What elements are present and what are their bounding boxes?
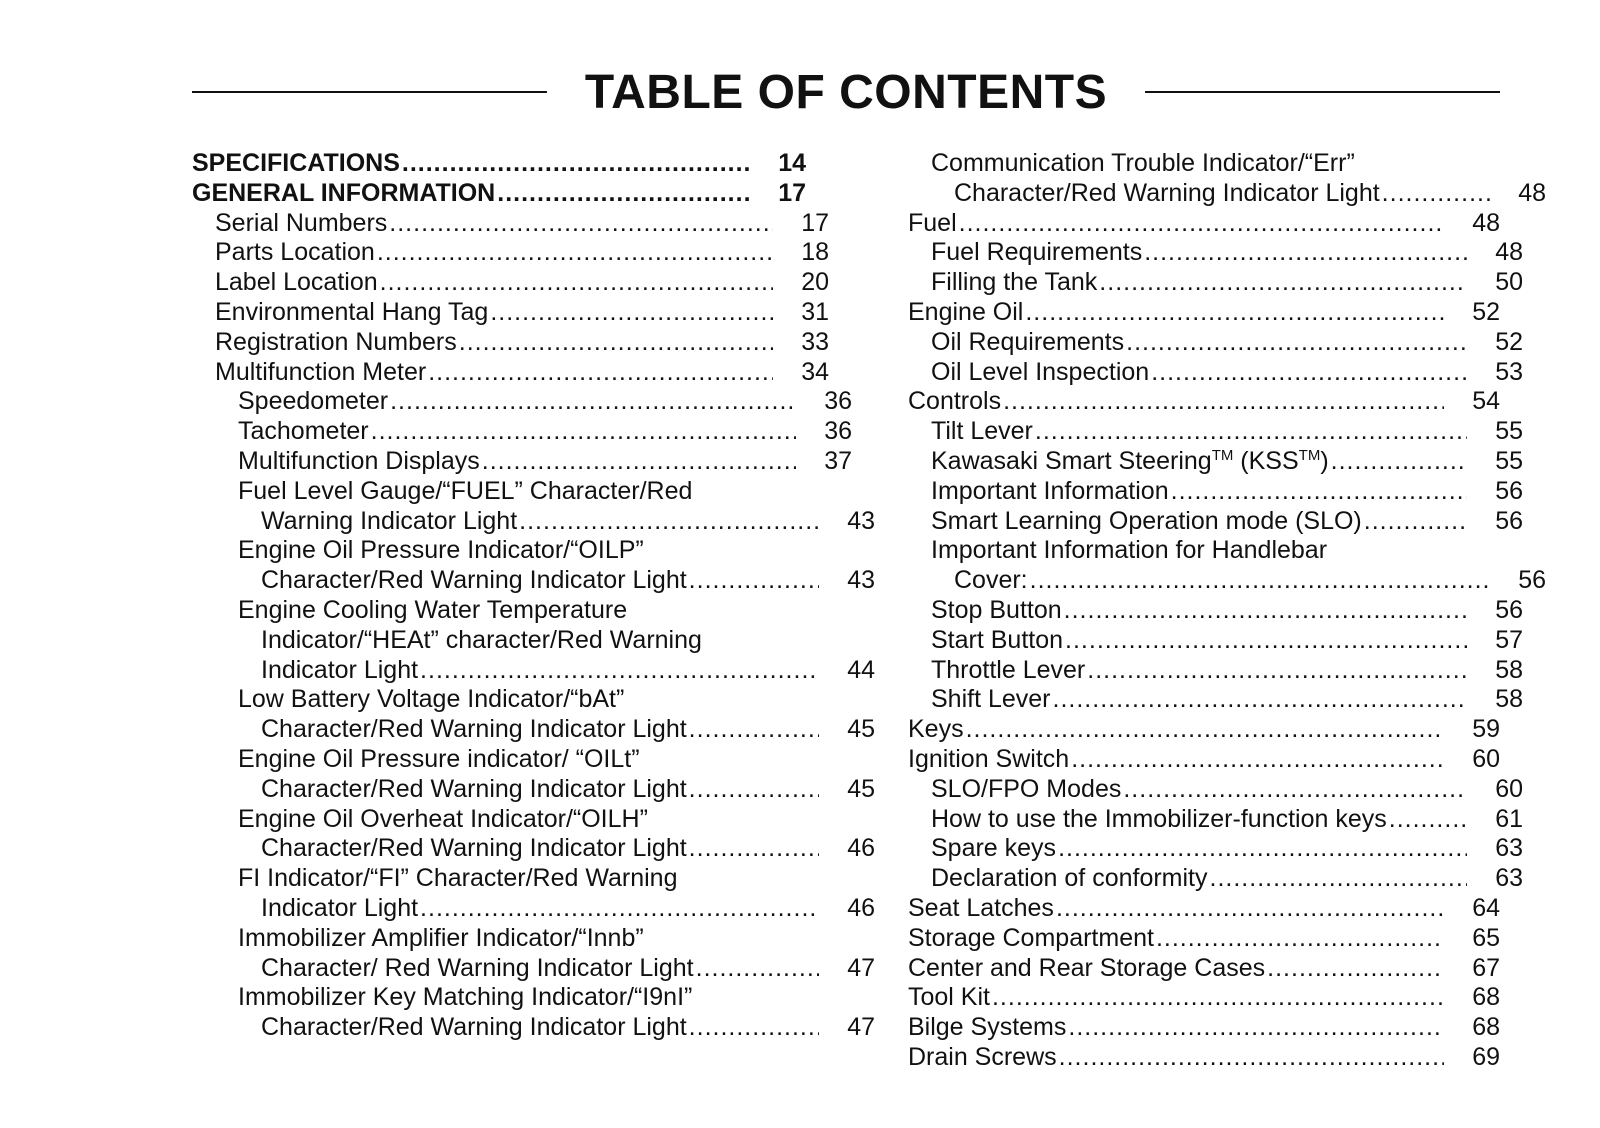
dot-leader	[689, 566, 819, 596]
toc-entry-text: How to use the Immobilizer-function keys	[931, 804, 1387, 833]
dot-leader	[1003, 387, 1444, 417]
toc-entry-title	[238, 387, 388, 417]
toc-entry-text: Tachometer	[238, 417, 369, 446]
toc-entry-title	[215, 298, 488, 328]
dot-leader	[390, 387, 796, 417]
page-number: 58	[1495, 685, 1523, 714]
toc-entry[interactable]	[908, 149, 1523, 179]
toc-entry[interactable]	[908, 358, 1523, 388]
toc-entry-title	[261, 507, 517, 537]
toc-entry-text: Important Information	[931, 476, 1169, 505]
toc-entry[interactable]	[908, 1013, 1500, 1043]
toc-entry-text: Cover:	[954, 566, 1028, 595]
toc-entry[interactable]	[908, 805, 1523, 835]
toc-entry-title	[238, 536, 644, 566]
toc-entry[interactable]	[908, 775, 1523, 805]
dot-leader	[1171, 477, 1467, 507]
toc-entry-title	[931, 328, 1124, 358]
page-number: 67	[1472, 953, 1500, 982]
toc-entry[interactable]	[192, 656, 875, 686]
toc-entry-text: Keys	[908, 715, 964, 744]
dot-leader	[1071, 745, 1444, 775]
toc-entry[interactable]	[908, 1043, 1500, 1073]
toc-entry-text: Smart Learning Operation mode (SLO)	[931, 506, 1362, 535]
toc-entry-title	[238, 745, 640, 775]
toc-entry-title	[261, 626, 702, 656]
toc-entry[interactable]	[908, 417, 1523, 447]
page-number: 57	[1495, 625, 1523, 654]
toc-entry[interactable]	[192, 209, 829, 239]
toc-entry-title	[908, 745, 1069, 775]
dot-leader	[420, 894, 819, 924]
toc-entry-text: Engine Oil Pressure indicator/ “OILt”	[238, 744, 640, 773]
page-number: 48	[1495, 238, 1523, 267]
page-number: 48	[1472, 208, 1500, 237]
page-number: 37	[824, 446, 852, 475]
toc-entry-text: Parts Location	[215, 238, 375, 267]
toc-entry-title	[215, 238, 375, 268]
toc-entry[interactable]	[908, 954, 1500, 984]
toc-entry[interactable]	[908, 477, 1523, 507]
toc-entry-title	[238, 447, 480, 477]
toc-entry-title	[238, 685, 624, 715]
dot-leader	[696, 954, 819, 984]
dot-leader	[459, 328, 773, 358]
toc-entry[interactable]	[908, 626, 1523, 656]
page-number: 54	[1472, 387, 1500, 416]
dot-leader	[1144, 238, 1467, 268]
dot-leader	[1123, 775, 1467, 805]
toc-entry-text: Oil Requirements	[931, 327, 1125, 356]
dot-leader	[371, 417, 796, 447]
toc-entry-text: Multifunction Displays	[238, 446, 480, 475]
toc-entry-title	[908, 894, 1054, 924]
toc-entry[interactable]	[192, 387, 852, 417]
page-number: 68	[1472, 1013, 1500, 1042]
page-number: 46	[847, 893, 875, 922]
toc-entry-title	[908, 983, 990, 1013]
toc-entry-text: Character/Red Warning Indicator Light	[261, 566, 687, 595]
page-number: 18	[801, 238, 829, 267]
toc-entry-text: Fuel Level Gauge/“FUEL” Character/Red	[238, 476, 693, 505]
page-number: 55	[1495, 446, 1523, 475]
toc-entry-title	[261, 954, 694, 984]
toc-entry-text: SLO/FPO Modes	[931, 774, 1122, 803]
toc-entry[interactable]	[192, 864, 852, 894]
toc-entry[interactable]	[192, 954, 875, 984]
toc-entry-text: Engine Oil Overheat Indicator/“OILH”	[238, 804, 648, 833]
page-number: 65	[1472, 923, 1500, 952]
dot-leader	[959, 209, 1444, 239]
toc-entry-title	[931, 536, 1327, 566]
toc-entry[interactable]	[192, 507, 875, 537]
toc-entry-text: Environmental Hang Tag	[215, 297, 489, 326]
page-number: 43	[847, 566, 875, 595]
page-number: 31	[801, 297, 829, 326]
toc-entry[interactable]	[192, 298, 829, 328]
toc-entry-title	[238, 417, 369, 447]
page-number: 69	[1472, 1042, 1500, 1071]
toc-entry-title	[931, 626, 1063, 656]
toc-entry-text: Declaration of conformity	[931, 864, 1208, 893]
dot-leader	[1056, 894, 1444, 924]
toc-entry-title	[908, 924, 1154, 954]
toc-entry[interactable]	[192, 596, 852, 626]
toc-entry-text: Immobilizer Key Matching Indicator/“I9nI”	[238, 983, 693, 1012]
dot-leader	[497, 179, 750, 209]
toc-entry[interactable]	[908, 685, 1523, 715]
page-number: 46	[847, 834, 875, 863]
page-number: 34	[801, 357, 829, 386]
dot-leader	[1099, 268, 1467, 298]
page-number: 36	[824, 387, 852, 416]
toc-entry-title	[261, 715, 687, 745]
toc-entry-title	[931, 149, 1355, 179]
toc-entry-text: Stop Button	[931, 595, 1062, 624]
toc-entry-text: Speedometer	[238, 387, 389, 416]
toc-entry-text: Registration Numbers	[215, 327, 457, 356]
toc-entry-text: Tilt Lever	[931, 417, 1033, 446]
toc-entry-text: Warning Indicator Light	[261, 506, 518, 535]
page-number: 52	[1472, 297, 1500, 326]
toc-entry[interactable]	[908, 447, 1523, 477]
toc-column-right	[908, 149, 1546, 1073]
toc-entry-text: Ignition Switch	[908, 744, 1070, 773]
toc-entry-title	[215, 358, 426, 388]
toc-entry-text: GENERAL INFORMATION	[192, 178, 496, 207]
dot-leader	[689, 715, 819, 745]
toc-entry-title	[261, 834, 687, 864]
page-number: 33	[801, 327, 829, 356]
toc-entry-text: Communication Trouble Indicator/“Err”	[931, 149, 1355, 177]
dot-leader	[1364, 507, 1467, 537]
toc-entry-title	[908, 387, 1001, 417]
toc-entry-title	[908, 715, 964, 745]
dot-leader	[1210, 864, 1467, 894]
dot-leader	[1030, 566, 1490, 596]
toc-column-left	[192, 149, 875, 1043]
page-number: 20	[801, 268, 829, 297]
toc-entry[interactable]	[908, 536, 1523, 566]
dot-leader	[1058, 834, 1467, 864]
dot-leader	[389, 209, 773, 239]
toc-entry[interactable]	[192, 477, 852, 507]
toc-entry[interactable]	[192, 536, 852, 566]
toc-entry-text: Multifunction Meter	[215, 357, 427, 386]
toc-entry-text: Character/Red Warning Indicator Light	[954, 178, 1380, 207]
toc-entry[interactable]	[192, 238, 829, 268]
dot-leader	[1035, 417, 1467, 447]
toc-entry-title	[954, 179, 1380, 209]
toc-entry[interactable]	[192, 447, 852, 477]
toc-entry-text: Kawasaki Smart Steering	[931, 446, 1212, 475]
dot-leader	[1267, 954, 1444, 984]
page-number: 14	[778, 149, 806, 177]
page-number: 61	[1495, 804, 1523, 833]
toc-entry[interactable]	[192, 1013, 875, 1043]
toc-entry-text: Indicator Light	[261, 655, 419, 684]
toc-entry[interactable]	[908, 209, 1500, 239]
toc-entry-text: Character/Red Warning Indicator Light	[261, 834, 687, 863]
page-number: 43	[847, 506, 875, 535]
toc-entry[interactable]	[908, 328, 1523, 358]
toc-entry[interactable]	[192, 834, 875, 864]
toc-entry-title	[238, 805, 648, 835]
page-number: 63	[1495, 834, 1523, 863]
toc-entry[interactable]	[908, 507, 1523, 537]
toc-entry[interactable]	[908, 179, 1546, 209]
toc-entry[interactable]	[908, 268, 1523, 298]
toc-entry-title	[931, 507, 1362, 537]
toc-entry-text: Drain Screws	[908, 1042, 1057, 1071]
dot-leader	[1068, 1013, 1444, 1043]
toc-entry[interactable]	[192, 268, 829, 298]
page-number: 56	[1495, 506, 1523, 535]
toc-entry-title	[908, 1043, 1057, 1073]
toc-entry-title	[238, 983, 692, 1013]
toc-entry-text: Immobilizer Amplifier Indicator/“Innb”	[238, 923, 644, 952]
toc-entry[interactable]	[908, 387, 1500, 417]
page-number: 50	[1495, 268, 1523, 297]
dot-leader	[1059, 1043, 1444, 1073]
dot-leader	[1064, 596, 1467, 626]
toc-entry[interactable]	[908, 656, 1523, 686]
toc-entry[interactable]	[192, 775, 875, 805]
toc-entry-text: Throttle Lever	[931, 655, 1086, 684]
toc-entry[interactable]	[192, 924, 852, 954]
toc-entry-text: SPECIFICATIONS	[192, 149, 400, 177]
dot-leader	[689, 1013, 819, 1043]
page-number: 53	[1495, 357, 1523, 386]
page-title: TABLE OF CONTENTS	[584, 65, 1108, 119]
toc-entry-title	[261, 656, 418, 686]
title-rule-left	[192, 91, 547, 93]
page-number: 63	[1495, 864, 1523, 893]
page-number: 55	[1495, 417, 1523, 446]
toc-entry-text: Character/Red Warning Indicator Light	[261, 1013, 687, 1042]
page-number: 59	[1472, 715, 1500, 744]
toc-entry[interactable]	[192, 715, 875, 745]
toc-entry-title	[908, 1013, 1066, 1043]
dot-leader	[1382, 179, 1490, 209]
toc-entry[interactable]	[908, 924, 1500, 954]
toc-entry-text: Seat Latches	[908, 893, 1054, 922]
toc-entry-text: Shift Lever	[931, 685, 1051, 714]
toc-entry-text: Storage Compartment	[908, 923, 1154, 952]
toc-entry[interactable]	[908, 715, 1500, 745]
toc-entry[interactable]	[908, 983, 1500, 1013]
trademark-superscript: TM	[1211, 446, 1234, 464]
dot-leader	[1053, 685, 1467, 715]
dot-leader	[1065, 626, 1467, 656]
toc-entry-title	[931, 656, 1085, 686]
toc-entry-text: Character/Red Warning Indicator Light	[261, 715, 687, 744]
page-number: 56	[1518, 566, 1546, 595]
toc-entry[interactable]	[192, 626, 875, 656]
toc-entry-title	[215, 268, 378, 298]
toc-entry[interactable]	[192, 149, 806, 179]
toc-entry-text: Character/Red Warning Indicator Light	[261, 774, 687, 803]
toc-entry-title	[908, 954, 1265, 984]
dot-leader	[420, 656, 819, 686]
toc-entry[interactable]	[908, 596, 1523, 626]
toc-entry-title	[261, 1013, 687, 1043]
page-number: 68	[1472, 983, 1500, 1012]
toc-entry-text: Fuel Requirements	[931, 238, 1143, 267]
toc-entry[interactable]	[908, 238, 1523, 268]
toc-entry-text: Tool Kit	[908, 983, 990, 1012]
page-number: 58	[1495, 655, 1523, 684]
toc-entry-title	[931, 447, 1329, 477]
toc-entry-title	[931, 775, 1121, 805]
toc-entry-title	[931, 834, 1056, 864]
page-number: 45	[847, 715, 875, 744]
page-number: 64	[1472, 893, 1500, 922]
toc-entry-text: Engine Oil Pressure Indicator/“OILP”	[238, 536, 644, 565]
toc-entry-title	[261, 775, 687, 805]
toc-entry[interactable]	[192, 179, 806, 209]
page-number: 56	[1495, 595, 1523, 624]
toc-entry-title	[238, 924, 644, 954]
toc-entry[interactable]	[192, 358, 829, 388]
toc-entry-text: Start Button	[931, 625, 1064, 654]
toc-entry-text: FI Indicator/“FI” Character/Red Warning	[238, 864, 678, 893]
toc-entry-text: Oil Level Inspection	[931, 357, 1150, 386]
toc-entry-text-tail: )	[1320, 446, 1329, 475]
dot-leader	[1389, 805, 1467, 835]
dot-leader	[490, 298, 773, 328]
dot-leader	[380, 268, 773, 298]
page-number: 44	[847, 655, 875, 684]
toc-entry-text: Indicator Light	[261, 893, 419, 922]
toc-entry-title	[931, 417, 1033, 447]
toc-entry-title	[931, 268, 1097, 298]
page-number: 47	[847, 1013, 875, 1042]
toc-entry-title	[931, 596, 1062, 626]
toc-entry-title	[931, 238, 1142, 268]
toc-entry-text: Controls	[908, 387, 1002, 416]
dot-leader	[482, 447, 796, 477]
toc-entry[interactable]	[908, 298, 1500, 328]
dot-leader	[1025, 298, 1444, 328]
page-number: 45	[847, 774, 875, 803]
toc-entry-text: Character/ Red Warning Indicator Light	[261, 953, 694, 982]
dot-leader	[1156, 924, 1444, 954]
dot-leader	[689, 775, 819, 805]
title-header	[192, 62, 1500, 122]
toc-entry-text: Center and Rear Storage Cases	[908, 953, 1266, 982]
toc-entry[interactable]	[192, 983, 852, 1013]
dot-leader	[966, 715, 1444, 745]
toc-entry-title	[931, 685, 1051, 715]
toc-entry[interactable]	[908, 864, 1523, 894]
dot-leader	[402, 149, 750, 179]
page-number: 60	[1495, 774, 1523, 803]
toc-entry-title	[192, 149, 400, 179]
page-number: 52	[1495, 327, 1523, 356]
dot-leader	[1331, 447, 1467, 477]
trademark-superscript: TM	[1298, 446, 1321, 464]
toc-entry-text: Engine Cooling Water Temperature	[238, 595, 628, 624]
dot-leader	[377, 238, 773, 268]
page-number: 47	[847, 953, 875, 982]
page-number: 48	[1518, 178, 1546, 207]
page-number: 60	[1472, 744, 1500, 773]
toc-entry-title	[908, 298, 1023, 328]
toc-entry[interactable]	[908, 566, 1546, 596]
toc-entry-title	[215, 328, 457, 358]
toc-entry-text: Bilge Systems	[908, 1013, 1067, 1042]
toc-entry-title	[908, 209, 957, 239]
toc-entry-text: Serial Numbers	[215, 208, 388, 237]
toc-entry-title	[192, 179, 495, 209]
page-number: 36	[824, 417, 852, 446]
toc-entry-title	[238, 864, 678, 894]
toc-entry-text: Important Information for Handlebar	[931, 536, 1328, 565]
toc-entry-text: Spare keys	[931, 834, 1057, 863]
toc-entry-title	[954, 566, 1028, 596]
toc-entry-text-mid: (KSS	[1233, 446, 1299, 475]
toc-entry[interactable]	[192, 417, 852, 447]
toc-entry-title	[931, 864, 1208, 894]
page-number: 56	[1495, 476, 1523, 505]
dot-leader	[1126, 328, 1467, 358]
page-number: 17	[778, 178, 806, 207]
dot-leader	[992, 983, 1444, 1013]
toc-entry-title	[931, 477, 1169, 507]
toc-entry-title	[215, 209, 387, 239]
toc-entry[interactable]	[192, 894, 875, 924]
toc-entry-text: Engine Oil	[908, 297, 1024, 326]
toc-entry[interactable]	[192, 805, 852, 835]
toc-entry-title	[261, 894, 418, 924]
toc-entry[interactable]	[192, 566, 875, 596]
toc-entry-text: Indicator/“HEAt” character/Red Warning	[261, 625, 702, 654]
dot-leader	[689, 834, 819, 864]
dot-leader	[1087, 656, 1467, 686]
toc-entry-title	[261, 566, 687, 596]
toc-entry-text: Label Location	[215, 268, 378, 297]
toc-entry-title	[238, 477, 692, 507]
dot-leader	[428, 358, 773, 388]
toc-entry[interactable]	[908, 834, 1523, 864]
dot-leader	[1151, 358, 1467, 388]
toc-entry-text: Filling the Tank	[931, 268, 1098, 297]
toc-entry[interactable]	[908, 745, 1500, 775]
toc-entry[interactable]	[192, 328, 829, 358]
toc-entry-text: Low Battery Voltage Indicator/“bAt”	[238, 685, 625, 714]
page-number: 17	[801, 208, 829, 237]
dot-leader	[519, 507, 819, 537]
toc-entry-title	[931, 358, 1149, 388]
toc-entry-title	[238, 596, 627, 626]
toc-entry-text: Fuel	[908, 208, 957, 237]
toc-entry-title	[931, 805, 1387, 835]
toc-entry[interactable]	[192, 745, 852, 775]
toc-entry[interactable]	[192, 685, 852, 715]
toc-entry[interactable]	[908, 894, 1500, 924]
title-rule-right	[1145, 91, 1500, 93]
